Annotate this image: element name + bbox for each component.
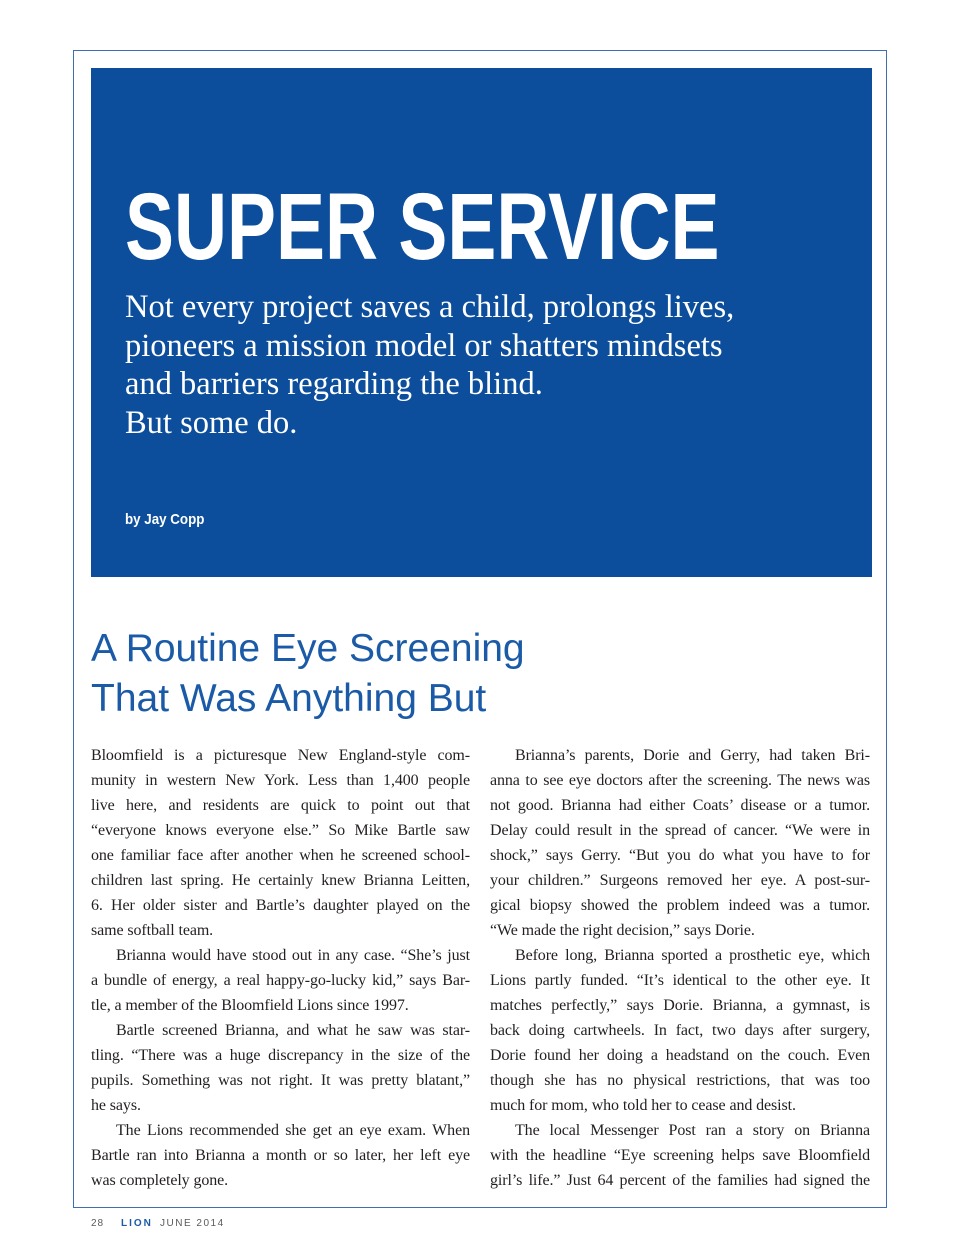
deck-line: pioneers a mission model or shatters mindsets	[125, 327, 723, 364]
body-line: gical biopsy showed the problem indeed was a tumor.	[490, 897, 870, 914]
paragraph	[490, 743, 870, 943]
body-line: girl’s life.” Just 64 percent of the families had signed the	[490, 1172, 870, 1189]
deck-line: Not every project saves a child, prolongs lives,	[125, 289, 735, 325]
article-deck	[125, 288, 734, 442]
article-title: SUPER SERVICE	[125, 174, 720, 280]
body-line: though she has no physical restrictions, that was too	[490, 1072, 870, 1089]
body-line: Bartle screened Brianna, and what he saw was star-	[116, 1022, 470, 1039]
body-line: with the headline “Eye screening helps save Bloomfield	[490, 1147, 870, 1164]
body-line: The Lions recommended she get an eye exam. When	[116, 1122, 470, 1139]
body-line: Dorie found her doing a headstand on the couch. Even	[490, 1047, 870, 1064]
paragraph	[91, 743, 470, 943]
body-line: back doing cartwheels. In fact, two days after surgery,	[490, 1022, 870, 1039]
deck-line: and barriers regarding the blind.	[125, 366, 543, 402]
body-line: 6. Her older sister and Bartle’s daughter played on the	[91, 897, 470, 914]
body-line: one familiar face after another when he screened school-	[91, 847, 470, 864]
hero-banner	[91, 68, 872, 577]
body-line: much for mom, who told her to cease and desist.	[490, 1097, 796, 1114]
paragraph	[91, 1118, 470, 1193]
body-line: Lions partly funded. “It’s identical to the other eye. It	[490, 972, 870, 989]
body-line: Bartle ran into Brianna a month or so later, her left eye	[91, 1147, 470, 1164]
paragraph	[91, 1018, 470, 1118]
body-line: Before long, Brianna sported a prosthetic eye, which	[515, 947, 870, 964]
body-line: live here, and residents are quick to point out that	[91, 797, 470, 814]
body-line: your children.” Surgeons removed her eye. A post-sur-	[490, 872, 870, 889]
body-line: pupils. Something was not right. It was pretty blatant,”	[91, 1072, 470, 1089]
body-line: “We made the right decision,” says Dorie.	[490, 922, 755, 939]
body-line: a bundle of energy, a real happy-go-lucky kid,” says Bar-	[91, 972, 470, 989]
body-column-left	[91, 743, 470, 1193]
body-line: Delay could result in the spread of cancer. “We were in	[490, 822, 870, 839]
magazine-name: LION	[121, 1218, 153, 1229]
body-line: same softball team.	[91, 922, 214, 939]
body-line: children last spring. He certainly knew Brianna Leitten,	[91, 872, 470, 889]
body-column-right	[490, 743, 870, 1193]
page-number: 28	[91, 1218, 105, 1229]
byline: by Jay Copp	[125, 511, 205, 528]
body-line: Brianna’s parents, Dorie and Gerry, had taken Bri-	[515, 747, 870, 764]
body-line: shock,” says Gerry. “But you do what you have to for	[490, 847, 870, 864]
paragraph	[91, 943, 470, 1018]
body-line: anna to see eye doctors after the screening. The news was	[490, 772, 870, 789]
body-line: Brianna would have stood out in any case. “She’s just	[116, 947, 470, 964]
body-line: “everyone knows everyone else.” So Mike Bartle saw	[91, 822, 470, 839]
body-line: Bloomfield is a picturesque New England-style com-	[91, 747, 470, 764]
section-heading-line: A Routine Eye Screening	[91, 627, 525, 670]
body-line: was completely gone.	[91, 1172, 229, 1189]
deck-line: But some do.	[125, 404, 298, 441]
body-line: tle, a member of the Bloomfield Lions since 1997.	[91, 997, 409, 1014]
body-line: munity in western New York. Less than 1,400 people	[91, 772, 470, 789]
body-line: matches perfectly,” says Dorie. Brianna, a gymnast, is	[490, 997, 870, 1014]
body-line: tling. “There was a huge discrepancy in the size of the	[91, 1047, 470, 1064]
section-heading	[91, 624, 525, 724]
body-line: he says.	[91, 1097, 141, 1114]
body-line: not good. Brianna had either Coats’ disease or a tumor.	[490, 797, 870, 814]
section-heading-line: That Was Anything But	[91, 677, 487, 720]
paragraph	[490, 943, 870, 1118]
issue-date: JUNE 2014	[160, 1218, 225, 1229]
body-line: The local Messenger Post ran a story on Brianna	[515, 1122, 870, 1139]
paragraph	[490, 1118, 870, 1193]
